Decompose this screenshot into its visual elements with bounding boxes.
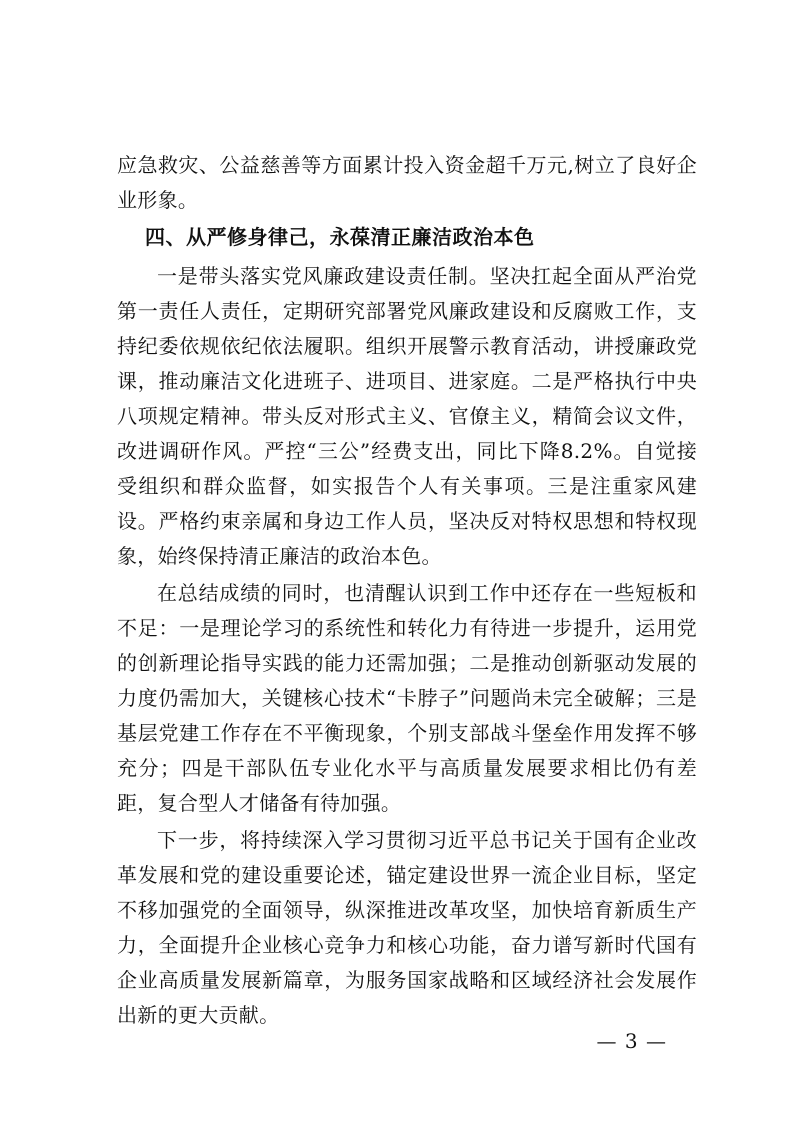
- continuation-paragraph: 应急救灾、公益慈善等方面累计投入资金超千万元,树立了良好企业形象。: [117, 153, 697, 212]
- section-heading: 四、从严修身律己，永葆清正廉洁政治本色: [145, 225, 535, 249]
- body-paragraph-next-steps: 下一步，将持续深入学习贯彻习近平总书记关于国有企业改革发展和党的建设重要论述，锚定建设世界一流企业目标，坚定不移加强党的全面领导，纵深推进改革攻坚，加快培育新质生产力，全面提升企业核心竞争力和核心功能，奋力谱写新时代国有企业高质量发展新篇章，为服务国家战略和区域经济社会发展作出新的更大贡献。: [117, 828, 697, 1027]
- page-number: — 3 —: [596, 1029, 667, 1053]
- body-paragraph-shortcomings: 在总结成绩的同时，也清醒认识到工作中还存在一些短板和不足：一是理论学习的系统性和转化力有待进一步提升，运用党的创新理论指导实践的能力还需加强；二是推动创新驱动发展的力度仍需加大，关键核心技术“卡脖子”问题尚未完全破解；三是基层党建工作存在不平衡现象，个别支部战斗堡垒作用发挥不够充分；四是干部队伍专业化水平与高质量发展要求相比仍有差距，复合型人才储备有待加强。: [117, 581, 697, 815]
- document-body: [117, 148, 697, 1033]
- body-paragraph-discipline: 一是带头落实党风廉政建设责任制。坚决扛起全面从严治党第一责任人责任，定期研究部署党风廉政建设和反腐败工作，支持纪委依规依纪依法履职。组织开展警示教育活动，讲授廉政党课，推动廉洁文化进班子、进项目、进家庭。二是严格执行中央八项规定精神。带头反对形式主义、官僚主义，精简会议文件，改进调研作风。严控“三公”经费支出，同比下降8.2%。自觉接受组织和群众监督，如实报告个人有关事项。三是注重家风建设。严格约束亲属和身边工作人员，坚决反对特权思想和特权现象，始终保持清正廉洁的政治本色。: [117, 264, 697, 568]
